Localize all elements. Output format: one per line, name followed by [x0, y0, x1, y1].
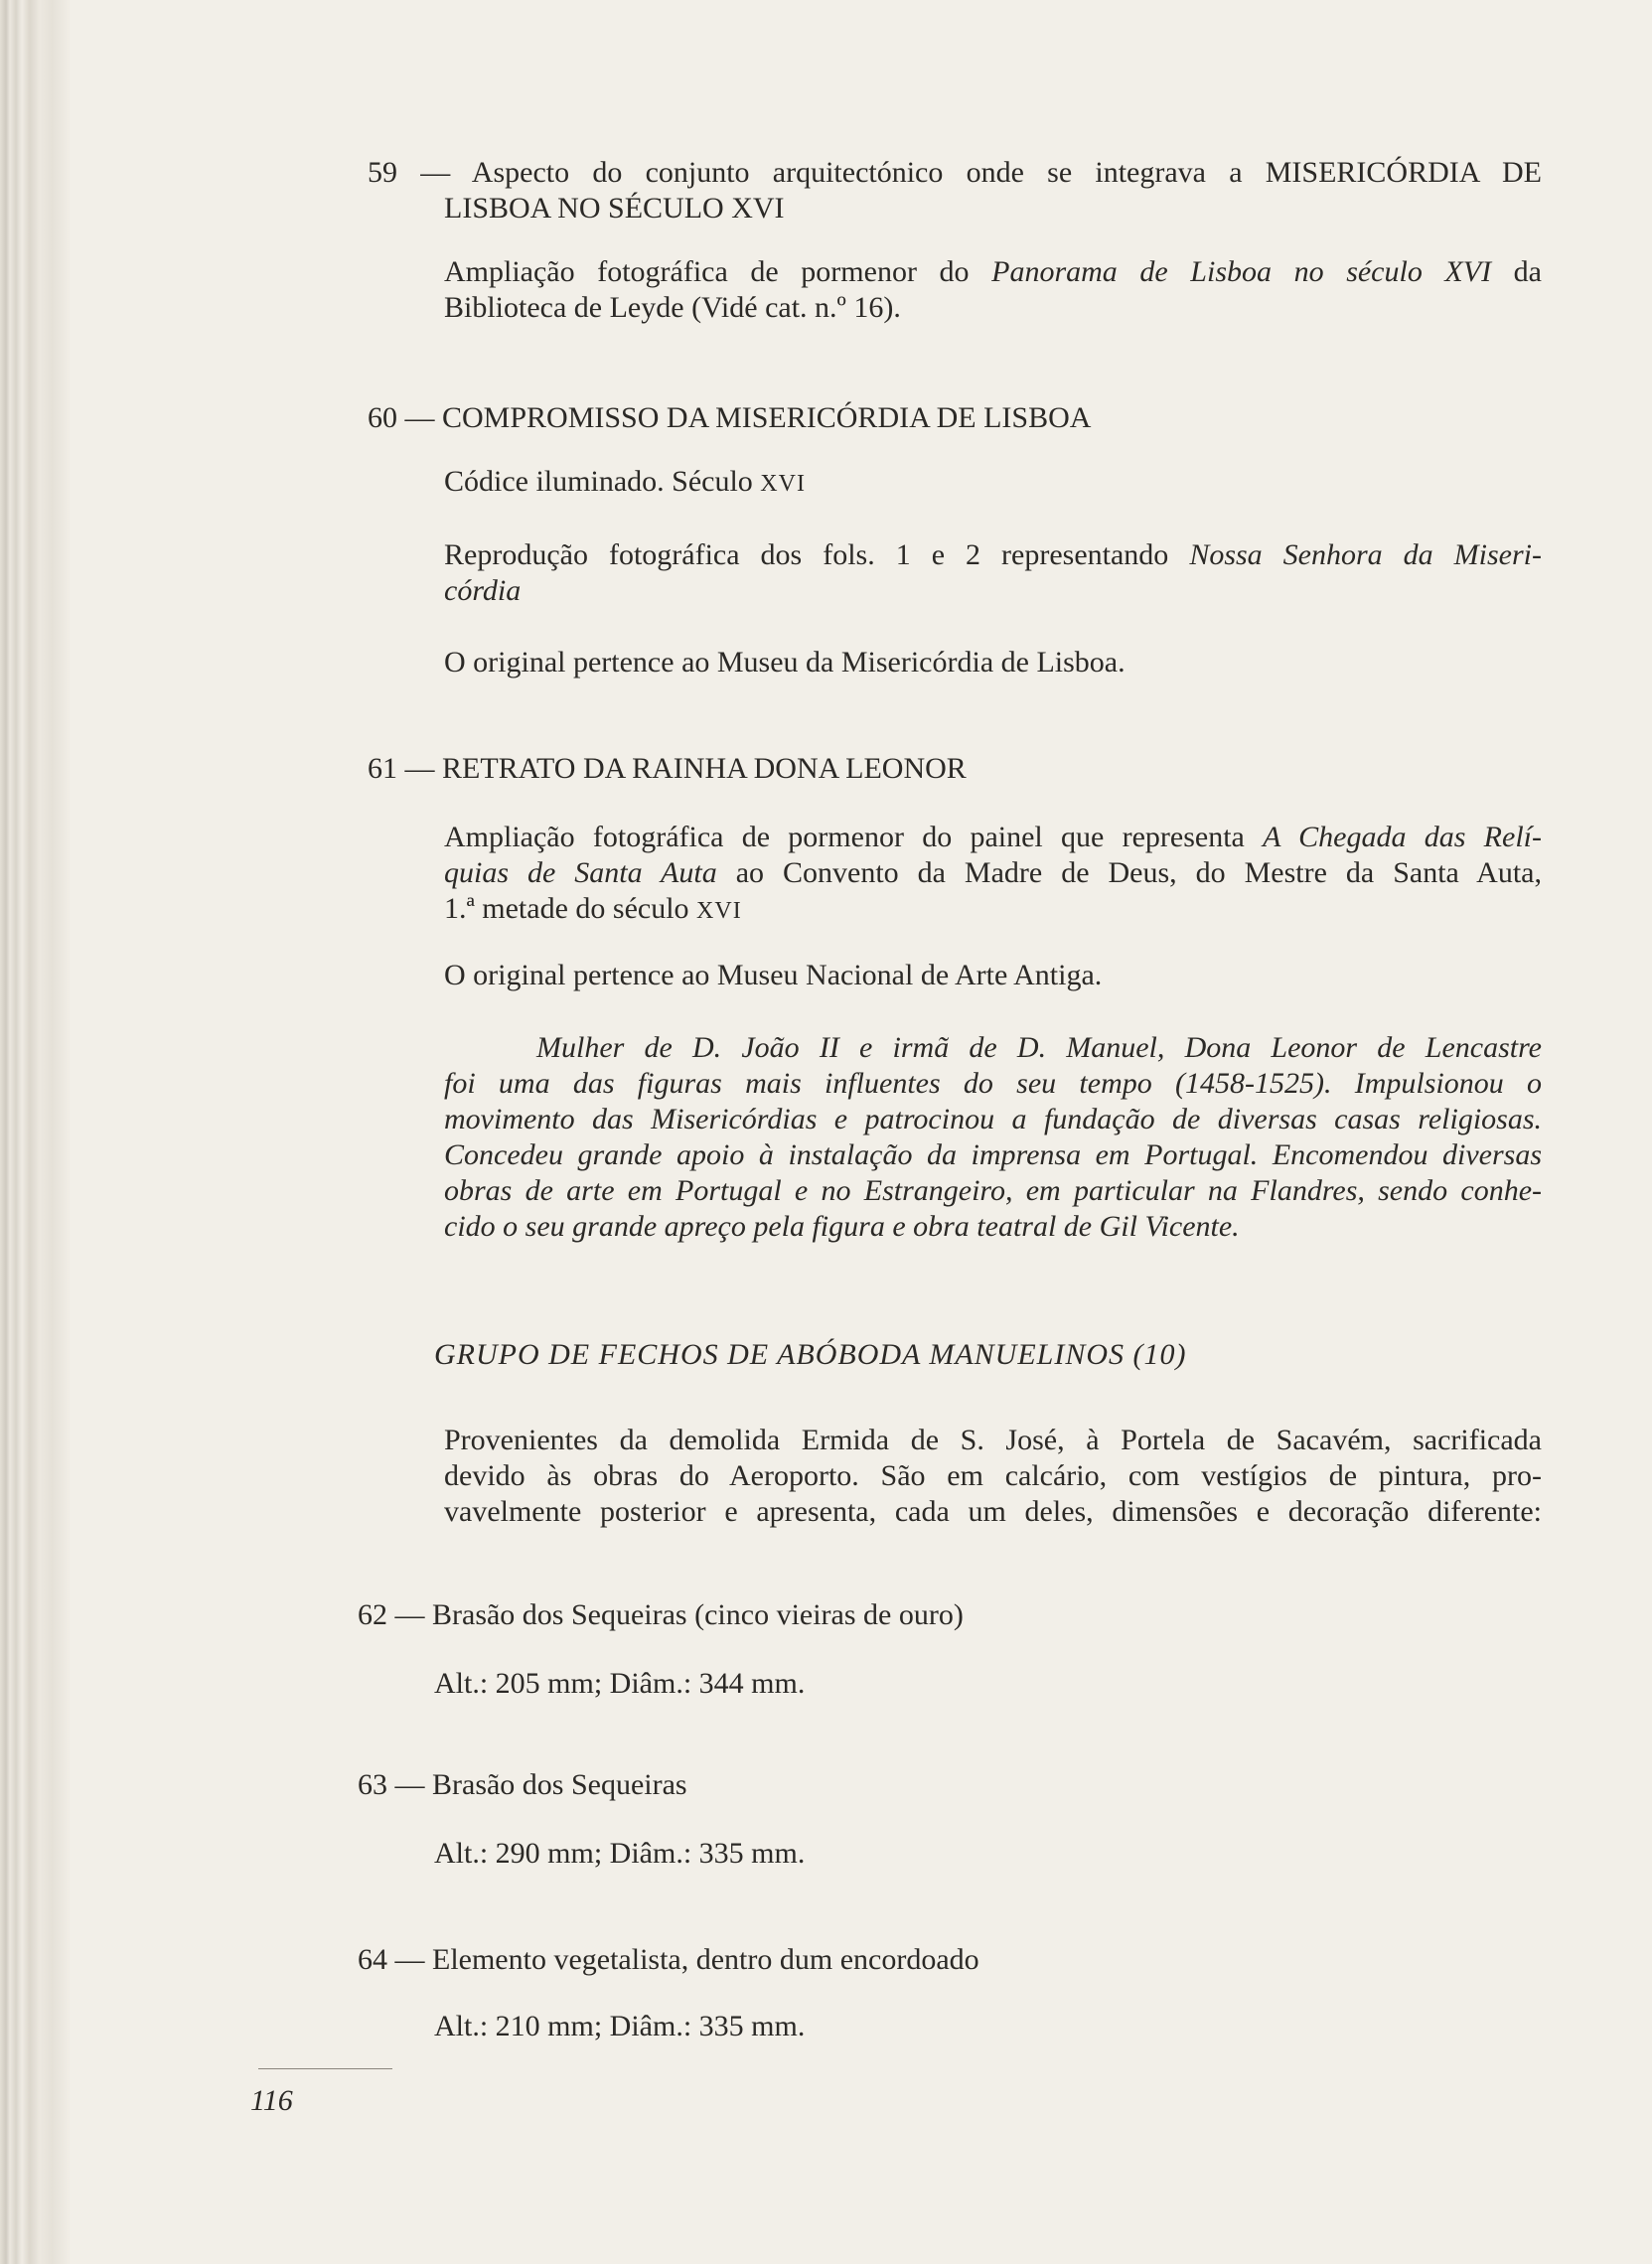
- group-heading: GRUPO DE FECHOS DE ABÓBODA MANUELINOS (10): [434, 1338, 1187, 1371]
- entry-60-title: 60 — COMPROMISSO DA MISERICÓRDIA DE LISBOA: [368, 401, 1092, 434]
- entry-61-note-line2: foi uma das figuras mais influentes do seu tempo (1458-1525). Impulsionou o: [444, 1067, 1542, 1100]
- group-intro-line3: vavelmente posterior e apresenta, cada um deles, dimensões e decoração diferente:: [444, 1495, 1542, 1528]
- group-intro-line1: Provenientes da demolida Ermida de S. José, à Portela de Sacavém, sacrificada: [444, 1424, 1542, 1456]
- entry-59-desc-text-end: da: [1491, 255, 1542, 288]
- entry-62-dims: Alt.: 205 mm; Diâm.: 344 mm.: [434, 1667, 806, 1700]
- entry-61-title: 61 — RETRATO DA RAINHA DONA LEONOR: [368, 752, 967, 785]
- entry-63-title: 63 — Brasão dos Sequeiras: [358, 1768, 687, 1801]
- entry-60-repro-text: Reprodução fotográfica dos fols. 1 e 2 representando: [444, 538, 1190, 571]
- entry-61-desc-line1: [444, 820, 1542, 855]
- entry-61-desc-text: Ampliação fotográfica de pormenor do painel que representa: [444, 821, 1264, 853]
- entry-61-desc-text-end: 1.ª metade do século: [444, 892, 697, 925]
- entry-61-work-title-cont: quias de Santa Auta: [444, 856, 717, 889]
- entry-64-title: 64 — Elemento vegetalista, dentro dum encordoado: [358, 1943, 979, 1976]
- entry-61-desc-line3: [444, 891, 742, 929]
- entry-60-repro-title: Nossa Senhora da Miseri-: [1189, 538, 1542, 571]
- entry-61-note-line6: cido o seu grande apreço pela figura e obra teatral de Gil Vicente.: [444, 1210, 1240, 1243]
- entry-60-repro-line2: córdia: [444, 574, 522, 607]
- entry-60-repro-line1: [444, 537, 1542, 573]
- entry-61-note-line5: obras de arte em Portugal e no Estrangeiro, em particular na Flandres, sendo conhe-: [444, 1174, 1542, 1207]
- entry-60-codex: [444, 464, 806, 502]
- entry-59-desc-line2: Biblioteca de Leyde (Vidé cat. n.º 16).: [444, 291, 901, 324]
- page-number: 116: [250, 2084, 293, 2117]
- footer-rule: [258, 2068, 392, 2069]
- entry-61-original: O original pertence ao Museu Nacional de Arte Antiga.: [444, 959, 1103, 991]
- entry-62-title: 62 — Brasão dos Sequeiras (cinco vieiras de ouro): [358, 1598, 964, 1631]
- entry-59-title-line1: 59 — Aspecto do conjunto arquitectónico onde se integrava a MISERICÓRDIA DE: [368, 156, 1542, 189]
- entry-60-codex-text: Códice iluminado. Século: [444, 465, 761, 498]
- entry-59-desc-text: Ampliação fotográfica de pormenor do: [444, 255, 992, 288]
- entry-61-note-line3: movimento das Misericórdias e patrocinou a fundação de diversas casas religiosas.: [444, 1103, 1542, 1135]
- entry-60-century: XVI: [760, 471, 806, 497]
- entry-61-note-line1: Mulher de D. João II e irmã de D. Manuel, Dona Leonor de Lencastre: [536, 1031, 1542, 1064]
- group-intro-line2: devido às obras do Aeroporto. São em calcário, com vestígios de pintura, pro-: [444, 1459, 1542, 1492]
- entry-59-desc-line1: [444, 254, 1542, 290]
- entry-60-original: O original pertence ao Museu da Misericórdia de Lisboa.: [444, 646, 1126, 679]
- entry-63-dims: Alt.: 290 mm; Diâm.: 335 mm.: [434, 1837, 806, 1870]
- entry-61-desc-text-cont: ao Convento da Madre de Deus, do Mestre da Santa Auta,: [716, 856, 1542, 889]
- entry-64-dims: Alt.: 210 mm; Diâm.: 335 mm.: [434, 2010, 806, 2042]
- entry-59-title-line2: LISBOA NO SÉCULO XVI: [444, 192, 785, 225]
- entry-61-note-line4: Concedeu grande apoio à instalação da imprensa em Portugal. Encomendou diversas: [444, 1138, 1542, 1171]
- entry-61-work-title: A Chegada das Relí-: [1263, 821, 1542, 853]
- entry-61-century: XVI: [696, 898, 742, 924]
- entry-61-desc-line2: [444, 855, 1542, 891]
- entry-59-work-title: Panorama de Lisboa no século XVI: [991, 255, 1492, 288]
